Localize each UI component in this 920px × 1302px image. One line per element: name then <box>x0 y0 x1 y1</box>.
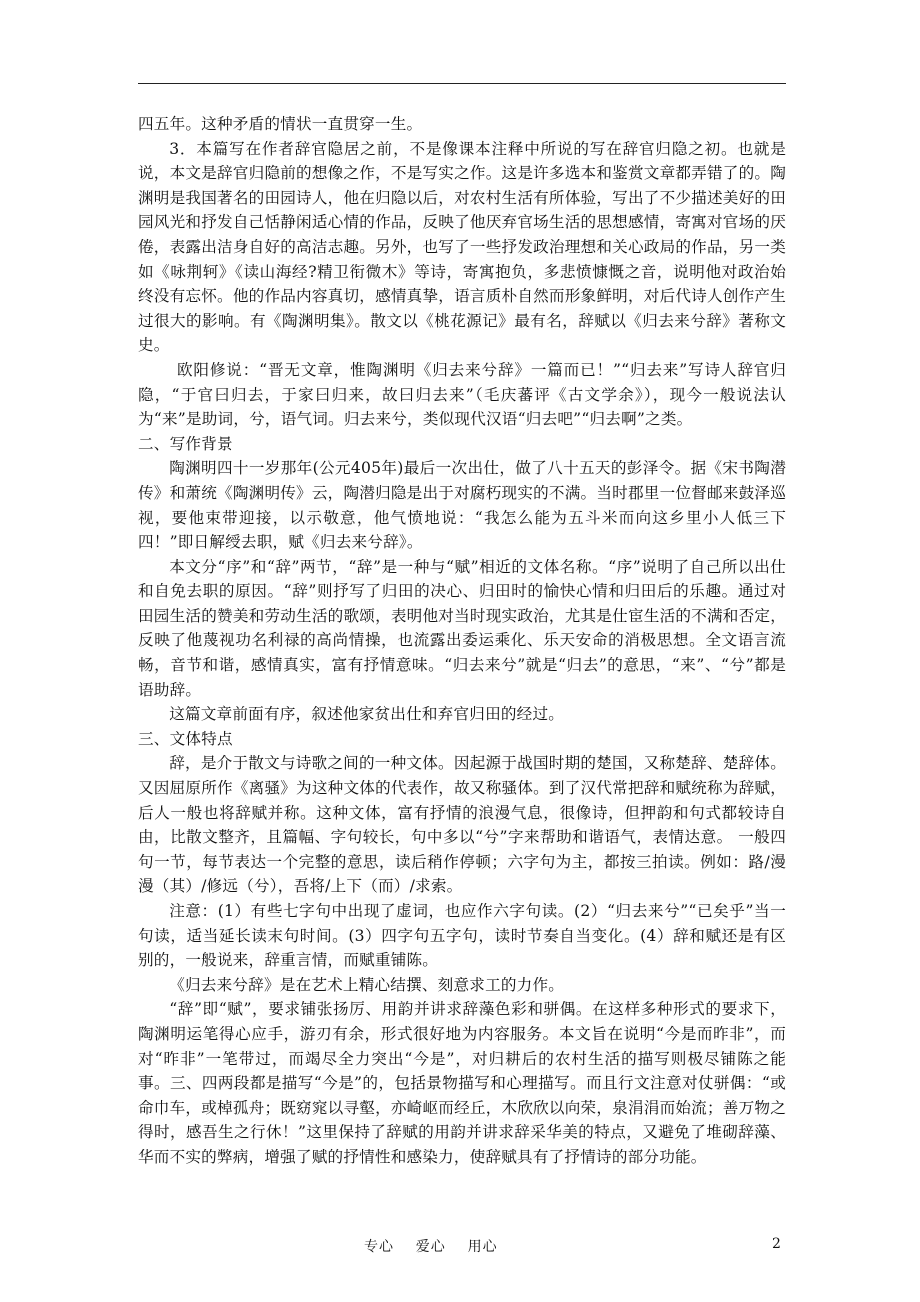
footer-motto: 专心 爱心 用心 <box>364 1239 498 1255</box>
paragraph-genre: 辞，是介于散文与诗歌之间的一种文体。因起源于战国时期的楚国，又称楚辞、楚辞体。又因屈原所作《离骚》为这种文体的代表作，故又称骚体。到了汉代常把辞和赋统称为辞赋，后人一般也将辞赋并称。这种文体，富有抒情的浪漫气息，很像诗，但押韵和句式都较诗自由，比散文整齐，且篇幅、字句较长，句中多以“兮”字来帮助和谐语气，表情达意。 一般四句一节，每节表达一个完整的意思，读后稍作停顿；六字句为主，都按三拍读。例如：路/漫漫（其）/修远（兮），吾将/上下（而）/求索。 <box>138 754 786 896</box>
paragraph-ouyang-xiu: 欧阳修说：“晋无文章，惟陶渊明《归去来兮辞》一篇而已！”“归去来”写诗人辞官归隐，“于官曰归去，于家曰归来，故曰归去来”（毛庆蕃评《古文学余》），现今一般说法认为“来”是助词，兮，语气词。归去来兮，类似现代汉语“归去吧”“归去啊”之类。 <box>138 360 786 429</box>
paragraph-continuation: 四五年。这种矛盾的情状一直贯穿一生。 <box>138 115 423 133</box>
section-heading-genre: 三、文体特点 <box>138 729 233 748</box>
header-rule <box>138 83 786 84</box>
paragraph-notes: 注意：(1）有些七字句中出现了虚词，也应作六字句读。(2）“归去来兮”“已矣乎”当一句读，适当延长读末句时间。(3）四字句五字句，读时节奏自当变化。(4）辞和赋还是有区别的，一般说来，辞重言情，而赋重铺陈。 <box>138 902 786 970</box>
paragraph-art-analysis: “辞”即“赋”，要求铺张扬厉、用韵并讲求辞藻色彩和骈偶。在这样多种形式的要求下，陶渊明运笔得心应手，游刃有余，形式很好地为内容服务。本文旨在说明“今是而昨非”，而对“昨非”一笔带过，而竭尽全力突出“今是”，对归耕后的农村生活的描写则极尽铺陈之能事。三、四两段都是描写“今是”的，包括景物描写和心理描写。而且行文注意对仗骈偶：“或命巾车，或棹孤舟；既窈窕以寻壑，亦崎岖而经丘，木欣欣以向荣，泉涓涓而始流；善万物之得时，感吾生之行休！”这里保持了辞赋的用韵并讲求辞采华美的特点，又避免了堆砌辞藻、华而不实的弊病，增强了赋的抒情性和感染力，使辞赋具有了抒情诗的部分功能。 <box>138 1000 786 1166</box>
section-heading-background: 二、写作背景 <box>138 434 233 453</box>
paragraph-point-3: 3．本篇写在作者辞官隐居之前，不是像课本注释中所说的写在辞官归隐之初。也就是说，本文是辞官归隐前的想像之作，不是写实之作。这是许多选本和鉴赏文章都弄错了的。陶渊明是我国著名的田园诗人，他在归隐以后，对农村生活有所体验，写出了不少描述美好的田园风光和抒发自己恬静闲适心情的作品，反映了他厌弃官场生活的思想感情，寄寓对官场的厌倦，表露出洁身自好的高洁志趣。另外，也写了一些抒发政治理想和关心政局的作品，另一类如《咏荆轲》《读山海经?精卫衔微木》等诗，寄寓抱负，多悲愤慷慨之音，说明他对政治始终没有忘怀。他的作品内容真切，感情真挚，语言质朴自然而形象鲜明，对后代诗人创作产生过很大的影响。有《陶渊明集》。散文以《桃花源记》最有名，辞赋以《归去来兮辞》著称文史。 <box>138 139 786 355</box>
paragraph-masterpiece: 《归去来兮辞》是在艺术上精心结撰、刻意求工的力作。 <box>169 975 565 994</box>
page-number: 2 <box>772 1236 781 1252</box>
paragraph-preface-note: 这篇文章前面有序，叙述他家贫出仕和弃官归田的经过。 <box>169 705 565 724</box>
paragraph-structure: 本文分“序”和“辞”两节，“辞”是一种与“赋”相近的文体名称。“序”说明了自己所以出仕和自免去职的原因。“辞”则抒写了归田的决心、归田时的愉快心情和归田后的乐趣。通过对田园生活的赞美和劳动生活的歌颂，表明他对当时现实政治，尤其是仕宦生活的不满和否定，反映了他蔑视功名利禄的高尚情操，也流露出委运乘化、乐天安命的消极思想。全文语言流畅，音节和谐，感情真实，富有抒情意味。“归去来兮”就是“归去”的意思，“来”、“兮”都是语助辞。 <box>138 557 786 699</box>
page-footer <box>0 1236 920 1260</box>
page-content <box>138 112 786 1170</box>
paragraph-background: 陶渊明四十一岁那年(公元405年)最后一次出仕，做了八十五天的彭泽令。据《宋书陶潜传》和萧统《陶渊明传》云，陶潜归隐是出于对腐朽现实的不满。当时郡里一位督邮来鼓泽巡视，要他束带迎接，以示敬意，他气愤地说：“我怎么能为五斗米而向这乡里小人低三下四！”即日解绶去职，赋《归去来兮辞》。 <box>138 459 786 552</box>
